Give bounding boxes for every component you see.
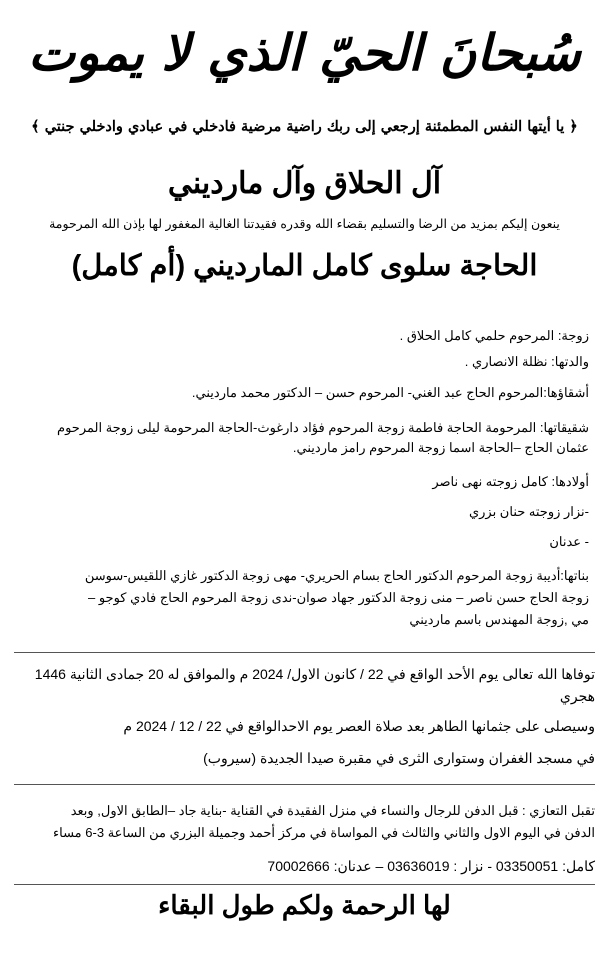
death-date-line-1: توفاها الله تعالى يوم الأحد الواقع في 22 / كانون الاول/ 2024 م والموافق له 20 جمادى الثانية 1446 (34, 666, 595, 682)
calligraphy-header: سُبحانَ الحيّ الذي لا يموت (28, 23, 581, 82)
family-names: آل الحلاق وآل مارديني (167, 167, 442, 200)
divider-middle (14, 784, 595, 785)
sons-line-2: -نزار زوجته حنان بزري (468, 504, 589, 519)
mother-line: والدتها: نظلة الانصاري . (464, 354, 589, 369)
condolences-line-1: تقبل التعازي : قبل الدفن للرجال والنساء في منزل الفقيدة في القناية -بناية جاد –الطابق الاول, وبعد (70, 803, 595, 818)
brothers-line: أشقاؤها:المرحوم الحاج عبد الغني- المرحوم حسن – الدكتور محمد مارديني. (191, 385, 589, 400)
phone-numbers: كامل: 03350051 - نزار : 03636019 – عدنان: 70002666 (267, 858, 595, 874)
closing-phrase: لها الرحمة ولكم طول البقاء (158, 890, 451, 920)
death-date-line-2: هجري (559, 688, 595, 704)
sisters-line-1: شقيقاتها: المرحومة الحاجة فاطمة زوجة المرحوم فؤاد دارغوث-الحاجة المرحومة ليلى زوجة المرحوم (57, 420, 589, 435)
sons-line-3: - عدنان (549, 534, 589, 549)
daughters-line-2: زوجة الحاج حسن ناصر – منى زوجة الدكتور جهاد صوان-ندى زوجة المرحوم الحاج فادي كوجو – (88, 590, 589, 605)
divider-bottom (14, 884, 595, 885)
funeral-prayer-line: وسيصلى على جثمانها الطاهر بعد صلاة العصر يوم الاحدالواقع في 22 / 12 / 2024 م (123, 718, 595, 734)
announcement-intro: ينعون إليكم بمزيد من الرضا والتسليم بقضاء الله وقدره فقيدتنا الغالية المغفور لها بإذن الله المرحومة (49, 217, 560, 231)
condolences-line-2: الدفن في اليوم الاول والثاني والثالث في المواساة في مركز أحمد وجميلة البزري من الساعة 3-6 مساء (53, 825, 595, 840)
daughters-line-1: بناتها:أديبة زوجة المرحوم الدكتور الحاج بسام الحريري- مهى زوجة الدكتور غازي اللقيس-سوسن (84, 568, 589, 583)
burial-place-line: في مسجد الغفران وستوارى الثرى في مقبرة صيدا الجديدة (سيروب) (203, 750, 595, 766)
sisters-line-2: عثمان الحاج –الحاجة اسما زوجة المرحوم رامز مارديني. (292, 440, 589, 455)
daughters-line-3: مي ,زوجة المهندس باسم مارديني (409, 612, 589, 627)
quran-verse: ﴿ يا أيتها النفس المطمئنة إرجعي إلى ربك راضية مرضية فادخلي في عبادي وادخلي جنتي ﴾ (31, 118, 578, 135)
divider-top (14, 652, 595, 653)
husband-line: زوجة: المرحوم حلمي كامل الحلاق . (399, 328, 589, 343)
sons-line-1: أولادها: كامل زوجته نهى ناصر (432, 474, 589, 489)
deceased-name: الحاجة سلوى كامل المارديني (أم كامل) (71, 250, 538, 282)
